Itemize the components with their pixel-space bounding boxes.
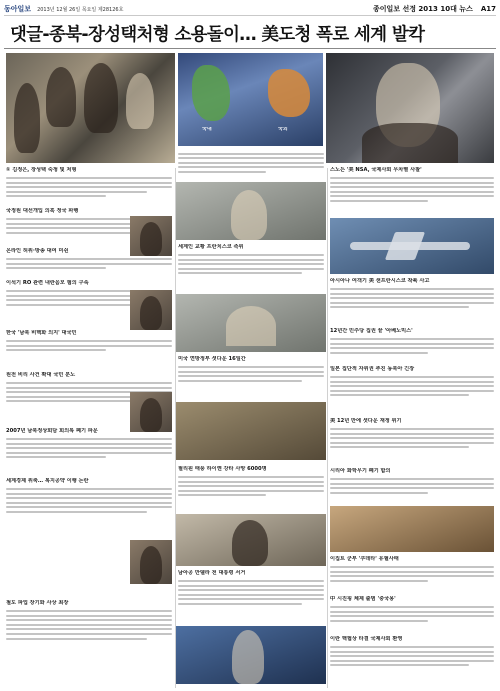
newspaper-logo: 동아일보 xyxy=(4,4,32,13)
story-title: 한국 '남북 비핵화 의지' 대국민 xyxy=(6,330,77,336)
masthead xyxy=(4,3,496,16)
photo-lee-seok-gi xyxy=(130,290,172,330)
page-headline: 댓글-종북-장성택처형 소용돌이… 美도청 폭로 세계 발칵 xyxy=(10,25,425,44)
story-title: 스노든 '美 NSA, 국제사회 무차별 사찰' xyxy=(330,167,422,173)
story-body xyxy=(6,435,172,475)
headline-rule xyxy=(4,48,496,49)
story-title: 미국 연방정부 셧다운 16일간 xyxy=(178,356,246,362)
story-right-4 xyxy=(330,366,494,413)
story-left-7 xyxy=(6,428,172,475)
story-title: 일본 집단적 자위권 추진 동북아 긴장 xyxy=(330,366,415,372)
story-title: ① 김정은, 장성택 숙청 및 처형 xyxy=(6,167,77,173)
story-title: 온라인 허위·방송 대여 미쉰 xyxy=(6,248,69,254)
story-body xyxy=(330,373,494,413)
photo-official-portrait xyxy=(130,540,172,584)
story-title: 美 12년 만에 셧다운 재정 위기 xyxy=(330,418,402,424)
story-mid-1 xyxy=(178,244,324,293)
story-body xyxy=(330,475,494,505)
story-body xyxy=(6,337,172,365)
story-body xyxy=(330,285,494,325)
story-title: 국정원 대선개입 의혹 정국 파행 xyxy=(6,208,79,214)
photo-mandela xyxy=(176,514,326,566)
story-right-3 xyxy=(330,328,494,365)
story-mid-4 xyxy=(178,570,324,623)
story-left-8 xyxy=(6,478,172,531)
story-right-6 xyxy=(330,468,494,505)
story-title: 中 시진핑 체제 출범 '중국몽' xyxy=(330,596,396,602)
photo-us-capitol xyxy=(176,294,326,352)
story-body xyxy=(330,174,494,218)
story-body xyxy=(330,425,494,465)
story-title: 필리핀 태풍 하이옌 강타 사망 6000명 xyxy=(178,466,267,472)
story-left-5 xyxy=(6,330,172,365)
story-body xyxy=(330,643,494,683)
story-right-7 xyxy=(330,556,494,593)
issue-date: 2013년 12월 26일 목요일 제28126호 xyxy=(37,6,124,13)
story-title: 철도 파업 장기화 사상 최장 xyxy=(6,600,69,606)
photo-edward-snowden xyxy=(326,53,494,163)
story-body xyxy=(178,363,324,403)
story-body xyxy=(330,563,494,593)
story-body xyxy=(6,607,172,667)
story-mid-3 xyxy=(178,466,324,513)
photo-baseball-player xyxy=(176,626,326,684)
middle-intro-text xyxy=(178,150,324,178)
story-title: 세계인 교황 프란치스코 즉위 xyxy=(178,244,244,250)
story-title: 12년간 민주당 집권 끝 '아베노믹스' xyxy=(330,328,413,334)
story-title: 아시아나 여객기 美 샌프란시스코 착륙 사고 xyxy=(330,278,430,284)
caption-domestic: 국내 xyxy=(202,127,212,132)
photo-typhoon-damage xyxy=(176,402,326,460)
photo-pope-francis xyxy=(176,182,326,240)
story-left-9 xyxy=(6,600,172,667)
story-body xyxy=(330,603,494,633)
story-title: 원전 비리 사건 확대 국민 분노 xyxy=(6,372,76,378)
story-mid-2 xyxy=(178,356,324,403)
photo-comparison-maps xyxy=(178,53,323,146)
story-body xyxy=(178,577,324,623)
photo-jang-song-thaek-arrest xyxy=(6,53,175,163)
photo-bank-official xyxy=(130,392,172,432)
story-title: 시리아 화학무기 폐기 합의 xyxy=(330,468,391,474)
story-body xyxy=(6,485,172,531)
photo-aircraft-crash xyxy=(330,218,494,274)
story-title: 이석기 RO 관련 내란음모 혐의 구속 xyxy=(6,280,89,286)
section-title: 종이일보 선정 2013 10대 뉴스 xyxy=(372,5,473,13)
story-title: 남아공 만델라 전 대통령 서거 xyxy=(178,570,246,576)
story-left-1 xyxy=(6,167,172,202)
story-title: 이란 핵협상 타결 국제사회 환영 xyxy=(330,636,403,642)
story-body xyxy=(6,174,172,202)
story-body xyxy=(178,473,324,513)
story-right-8 xyxy=(330,596,494,633)
story-title: 2007년 남북정상회담 회의록 폐기 파문 xyxy=(6,428,98,434)
photo-egypt-protest xyxy=(330,506,494,552)
story-right-5 xyxy=(330,418,494,465)
column-rule-2 xyxy=(327,168,328,688)
page-number: A17 xyxy=(480,5,496,13)
story-title: 이집트 군부 '쿠데타' 유혈사태 xyxy=(330,556,399,562)
story-right-1 xyxy=(330,167,494,218)
story-body xyxy=(6,255,172,277)
story-right-9 xyxy=(330,636,494,683)
story-body xyxy=(178,251,324,293)
story-right-2 xyxy=(330,278,494,325)
caption-international: 국외 xyxy=(278,127,288,132)
photo-nis-director xyxy=(130,216,172,256)
story-body xyxy=(330,335,494,365)
story-title: 세계경제 위축… 복지공약 이행 논란 xyxy=(6,478,89,484)
